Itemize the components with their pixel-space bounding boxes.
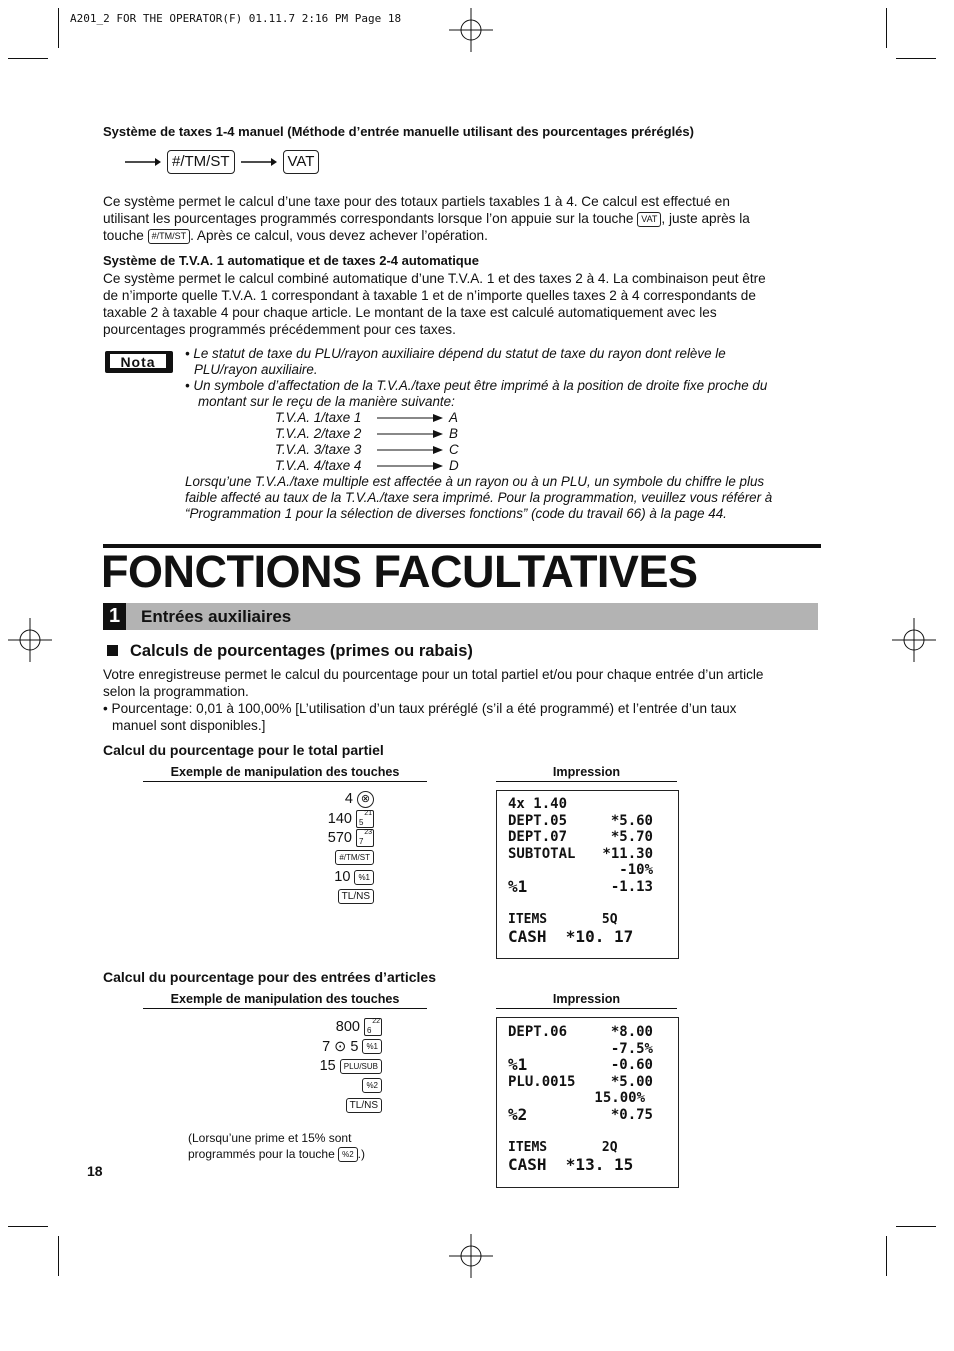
text-line [188, 1146, 365, 1162]
tax-symbol: C [449, 442, 459, 457]
chapter-title: FONCTIONS FACULTATIVES [101, 546, 698, 597]
key-row [200, 1057, 382, 1077]
key-number: 15 [319, 1058, 336, 1074]
percent2-key: %2 [362, 1078, 382, 1093]
receipt-right: -7.5% [610, 1040, 653, 1057]
receipt-line [508, 876, 653, 896]
percent2-key-inline: %2 [338, 1147, 358, 1162]
example2-note [188, 1130, 365, 1162]
key-row [200, 1077, 382, 1097]
crop-mark [8, 58, 48, 59]
example2-receipt-lines [508, 1024, 653, 1173]
receipt-left: DEPT.06 [508, 1024, 568, 1040]
key-sub: 6 [367, 1026, 372, 1036]
text-span: programmés pour la touche [188, 1147, 335, 1161]
example2-print-header: Impression [552, 992, 621, 1006]
key-sub: 5 [359, 817, 364, 827]
example1-keys-header: Exemple de manipulation des touches [170, 765, 400, 779]
receipt-right: -1.13 [610, 878, 653, 895]
text-line: Ce système permet le calcul d’une taxe pour des totaux partiels taxables 1 à 4. Ce calcul est effectué en [103, 194, 730, 209]
dept-7-key [356, 829, 374, 847]
receipt-line [508, 862, 653, 879]
example2-keys-header: Exemple de manipulation des touches [170, 992, 400, 1006]
text-span: utilisant les pourcentages programmés correspondants lorsque l’on appuie sur la touche [103, 211, 634, 226]
key-number: 140 [327, 810, 352, 827]
key-row [200, 868, 374, 888]
tva-auto-paragraph [103, 270, 823, 338]
vat-key: VAT [283, 150, 320, 174]
tax-map-row [275, 410, 459, 426]
subsection-paragraph [103, 666, 823, 734]
text-line: faible affecté au taux de la T.V.A./taxe sera imprimé. Pour la programmation, veuillez vous référer à [185, 490, 773, 505]
text-span: , juste après la [661, 211, 750, 226]
arrow-right-icon [241, 157, 277, 167]
section-title: Entrées auxiliaires [141, 607, 292, 626]
text-line: pourcentages programmés précédemment pour ces taxes. [103, 322, 456, 337]
header-rule [143, 1008, 427, 1009]
receipt-right: -10% [619, 862, 653, 879]
receipt-right: *5.00 [610, 1073, 653, 1090]
registration-mark-icon [449, 8, 493, 52]
example1-print-header: Impression [552, 765, 621, 779]
receipt-left: %2 [508, 1104, 528, 1124]
tl-ns-key: TL/NS [338, 889, 374, 904]
example2-heading: Calcul du pourcentage pour des entrées d’articles [103, 969, 436, 985]
key-number: 10 [334, 869, 351, 885]
tax-name: T.V.A. 2/taxe 2 [275, 426, 362, 441]
tm-st-key-inline: #/TM/ST [148, 229, 191, 244]
key-row [200, 810, 374, 830]
key-sup: 22 [372, 1018, 380, 1026]
text-line: Ce système permet le calcul combiné automatique d’une T.V.A. 1 et des taxes 2 à 4. La combinaison peut être [103, 271, 766, 286]
tax-symbol: D [449, 458, 459, 473]
text-line: de n’importe quelle T.V.A. 1 correspondant à taxable 1 et de n’importe quelles taxes 2 à 4 correspondants de [103, 288, 756, 303]
text-line: • Pourcentage: 0,01 à 100,00% [L’utilisation d’un taux préréglé (s’il a été programmé) et l’entrée d’un taux [103, 701, 737, 716]
registration-mark-icon [892, 618, 936, 662]
receipt-line: CASH *10. 17 [508, 926, 634, 946]
arrow-right-icon [125, 157, 161, 167]
key-row [200, 829, 374, 849]
header-rule [143, 781, 427, 782]
tax-symbol-map [275, 410, 459, 474]
tm-st-key: #/TM/ST [167, 150, 235, 174]
text-line [103, 227, 823, 244]
receipt-right: *0.75 [610, 1106, 653, 1123]
example2-key-sequence [200, 1018, 382, 1116]
text-line: PLU/rayon auxiliaire. [194, 362, 318, 377]
header-rule [496, 781, 677, 782]
text-span: .) [357, 1147, 365, 1161]
header-rule [496, 1008, 677, 1009]
example1-heading: Calcul du pourcentage pour le total partiel [103, 742, 384, 758]
receipt-line [508, 1074, 653, 1091]
text-line: montant sur le reçu de la manière suivante: [198, 394, 455, 409]
key-number: 7 ⊙ 5 [322, 1038, 359, 1055]
tax-map-row [275, 458, 459, 474]
crop-mark [58, 8, 59, 48]
tax-name: T.V.A. 1/taxe 1 [275, 410, 362, 425]
receipt-line [508, 1057, 653, 1074]
example1-receipt-lines [508, 796, 653, 945]
receipt-line: CASH *13. 15 [508, 1154, 634, 1174]
key-row [200, 1096, 382, 1116]
receipt-left: PLU.0015 [508, 1073, 576, 1090]
section-number: 1 [103, 603, 126, 630]
key-sup: 21 [364, 809, 372, 817]
receipt-right: *11.30 [602, 845, 653, 862]
receipt-line [508, 846, 653, 863]
receipt-line: ITEMS 5Q [508, 912, 618, 928]
key-number: 4 [344, 791, 353, 807]
dept-6-key [364, 1018, 382, 1036]
receipt-right: *5.60 [610, 812, 653, 829]
tax-symbol: A [449, 410, 458, 425]
receipt-spacer [508, 1124, 653, 1141]
square-bullet-icon [107, 645, 118, 656]
receipt-line [508, 1024, 653, 1041]
crop-mark [886, 1236, 887, 1276]
arrow-right-icon [375, 445, 443, 455]
tax-map-row [275, 442, 459, 458]
key-row [200, 849, 374, 869]
tax-map-row [275, 426, 459, 442]
receipt-line [508, 1090, 653, 1107]
tva-auto-heading: Système de T.V.A. 1 automatique et de taxes 2-4 automatique [103, 253, 479, 268]
percent1-key: %1 [354, 870, 374, 885]
text-line: selon la programmation. [103, 684, 249, 699]
receipt-line [508, 1104, 653, 1124]
tax-name: T.V.A. 4/taxe 4 [275, 458, 362, 473]
nota-tail [185, 474, 835, 522]
registration-mark-icon [8, 618, 52, 662]
arrow-right-icon [375, 461, 443, 471]
registration-mark-icon [449, 1234, 493, 1278]
arrow-right-icon [375, 429, 443, 439]
text-span: . Après ce calcul, vous devez achever l’opération. [190, 228, 488, 243]
receipt-line [508, 796, 653, 813]
crop-mark [896, 1226, 936, 1227]
tax-manual-paragraph [103, 193, 823, 244]
plu-sub-key: PLU/SUB [340, 1059, 382, 1074]
receipt-spacer [508, 896, 653, 913]
receipt-line: ITEMS 2Q [508, 1140, 618, 1156]
tm-st-key: #/TM/ST [335, 850, 374, 865]
crop-mark [886, 8, 887, 48]
receipt-line [508, 1041, 653, 1058]
receipt-left: DEPT.07 [508, 829, 568, 846]
subsection-title: Calculs de pourcentages (primes ou rabais) [130, 642, 473, 660]
key-sub: 7 [359, 837, 364, 847]
receipt-right: -0.60 [610, 1057, 653, 1074]
text-line [103, 210, 823, 227]
receipt-right: *8.00 [610, 1024, 653, 1040]
text-line: “Programmation 1 pour la sélection de diverses fonctions” (code du travail 66) à la page 44. [185, 506, 727, 521]
tax-manual-heading: Système de taxes 1-4 manuel (Méthode d’entrée manuelle utilisant des pourcentages préréglés) [103, 124, 694, 139]
receipt-line [508, 813, 653, 830]
receipt-left: %1 [508, 1055, 528, 1075]
nota-badge [105, 351, 173, 373]
text-line: (Lorsqu’une prime et 15% sont [188, 1131, 352, 1145]
receipt-right: 15.00% [594, 1090, 645, 1107]
text-line: manuel sont disponibles.] [112, 718, 266, 733]
percent1-key: %1 [362, 1039, 382, 1054]
nota-label: Nota [120, 354, 156, 370]
page-number: 18 [87, 1163, 103, 1179]
print-slug: A201_2 FOR THE OPERATOR(F) 01.11.7 2:16 PM Page 18 [70, 12, 402, 25]
tax-name: T.V.A. 3/taxe 3 [275, 442, 362, 457]
vat-key-inline: VAT [637, 212, 661, 227]
key-sup: 23 [364, 829, 372, 837]
key-sequence [125, 150, 319, 174]
key-number: 800 [335, 1019, 360, 1035]
text-line: Lorsqu’une T.V.A./taxe multiple est affectée à un rayon ou à un PLU, un symbole du chiffre le plus [185, 474, 765, 489]
text-line: Votre enregistreuse permet le calcul du pourcentage pour un total partiel et/ou pour chaque entrée d’un article [103, 667, 764, 682]
text-span: touche [103, 228, 144, 243]
receipt-left: %1 [508, 876, 528, 896]
receipt-left: SUBTOTAL [508, 845, 576, 862]
crop-mark [58, 1236, 59, 1276]
text-line: taxable 2 à taxable 4 pour chaque article. Le montant de la taxe est calculé automatiquement avec les [103, 305, 717, 320]
text-line: • Le statut de taxe du PLU/rayon auxiliaire dépend du statut de taxe du rayon dont relève le [185, 346, 726, 361]
receipt-left: 4x 1.40 [508, 796, 568, 812]
receipt-line [508, 829, 653, 846]
key-number: 570 [327, 830, 352, 846]
key-row [200, 1038, 382, 1058]
nota-bullets [185, 346, 835, 410]
tl-ns-key: TL/NS [346, 1098, 382, 1113]
receipt-left: DEPT.05 [508, 812, 568, 829]
example1-key-sequence [200, 790, 374, 907]
key-row [200, 1018, 382, 1038]
text-line: • Un symbole d’affectation de la T.V.A./taxe peut être imprimé à la position de droite fixe proche du [185, 378, 768, 393]
dept-5-key [356, 810, 374, 828]
key-row [200, 888, 374, 908]
key-row [200, 790, 374, 810]
crop-mark [896, 58, 936, 59]
multiply-key: ⊗ [357, 791, 374, 808]
arrow-right-icon [375, 413, 443, 423]
tax-symbol: B [449, 426, 458, 441]
receipt-right: *5.70 [610, 829, 653, 846]
crop-mark [8, 1226, 48, 1227]
